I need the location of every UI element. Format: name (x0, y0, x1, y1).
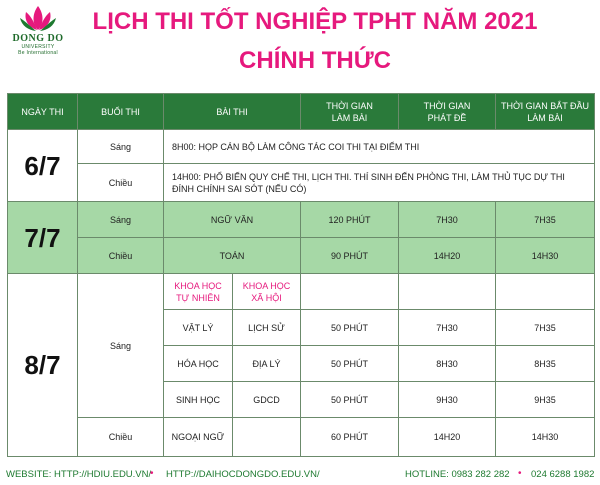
separator-dot: • (518, 468, 522, 479)
morning-note: 8H00: HỌP CÁN BỘ LÀM CÔNG TÁC COI THI TẠI ĐIỂM THI (164, 130, 595, 164)
exam-history: LỊCH SỬ (233, 310, 301, 346)
session-morning: Sáng (78, 274, 164, 418)
start-time: 8H35 (496, 346, 595, 382)
exam-foreign-language: NGOẠI NGỮ (164, 418, 233, 457)
distribute-time: 9H30 (399, 382, 496, 418)
duration: 60 PHÚT (301, 418, 399, 457)
exam-physics: VẬT LÝ (164, 310, 233, 346)
logo-tagline: Be International (18, 50, 58, 56)
distribute-blank (399, 274, 496, 310)
duration: 120 PHÚT (301, 202, 399, 238)
header-day: NGÀY THI (8, 94, 78, 130)
header-distribute: THỜI GIAN PHÁT ĐỀ (399, 94, 496, 130)
start-time: 14H30 (496, 238, 595, 274)
distribute-time: 14H20 (399, 418, 496, 457)
lotus-icon (18, 4, 58, 34)
logo-name: DONG DO (12, 33, 64, 44)
exam-schedule-table (7, 93, 595, 457)
exam-civics: GDCD (233, 382, 301, 418)
exam-chemistry: HÓA HỌC (164, 346, 233, 382)
website-link-daihocdongdo[interactable]: HTTP://DAIHOCDONGDO.EDU.VN/ (166, 469, 320, 480)
duration: 50 PHÚT (301, 310, 399, 346)
page-title: LỊCH THI TỐT NGHIỆP TPHT NĂM 2021 (92, 8, 538, 35)
page-subtitle: CHÍNH THỨC (239, 47, 391, 74)
header-session: BUỔI THI (78, 94, 164, 130)
duration: 50 PHÚT (301, 346, 399, 382)
website-link-hdiu[interactable]: WEBSITE: HTTP://HDIU.EDU.VN/ (6, 469, 152, 480)
university-logo (4, 4, 72, 66)
distribute-time: 8H30 (399, 346, 496, 382)
separator-dot: • (150, 468, 154, 479)
distribute-time: 7H30 (399, 202, 496, 238)
exam-geography: ĐỊA LÝ (233, 346, 301, 382)
start-time: 14H30 (496, 418, 595, 457)
distribute-time: 7H30 (399, 310, 496, 346)
session-afternoon: Chiều (78, 418, 164, 457)
session-afternoon: Chiều (78, 164, 164, 202)
natural-science-header: KHOA HỌC TỰ NHIÊN (164, 274, 233, 310)
start-time: 7H35 (496, 202, 595, 238)
session-morning: Sáng (78, 130, 164, 164)
duration: 50 PHÚT (301, 382, 399, 418)
start-time: 9H35 (496, 382, 595, 418)
social-blank (233, 418, 301, 457)
duration-blank (301, 274, 399, 310)
session-morning: Sáng (78, 202, 164, 238)
start-time: 7H35 (496, 310, 595, 346)
exam-literature: NGỮ VĂN (164, 202, 301, 238)
date-8-7: 8/7 (8, 274, 78, 457)
phone-number: 024 6288 1982 (531, 469, 595, 480)
header-duration: THỜI GIAN LÀM BÀI (301, 94, 399, 130)
exam-math: TOÁN (164, 238, 301, 274)
logo-subtitle: UNIVERSITY (21, 44, 55, 50)
header-start: THỜI GIAN BẮT ĐẦU LÀM BÀI (496, 94, 595, 130)
duration: 90 PHÚT (301, 238, 399, 274)
session-afternoon: Chiều (78, 238, 164, 274)
hotline: HOTLINE: 0983 282 282 (405, 469, 510, 480)
distribute-time: 14H20 (399, 238, 496, 274)
date-7-7: 7/7 (8, 202, 78, 274)
start-blank (496, 274, 595, 310)
header-exam: BÀI THI (164, 94, 301, 130)
social-science-header: KHOA HỌC XÃ HỘI (233, 274, 301, 310)
exam-biology: SINH HỌC (164, 382, 233, 418)
afternoon-note: 14H00: PHỔ BIẾN QUY CHẾ THI, LỊCH THI. THÍ SINH ĐẾN PHÒNG THI, LÀM THỦ TỤC DỰ THI ĐÍNH CHÍNH SAI SÓT (NẾU CÓ) (164, 164, 595, 202)
date-6-7: 6/7 (8, 130, 78, 202)
